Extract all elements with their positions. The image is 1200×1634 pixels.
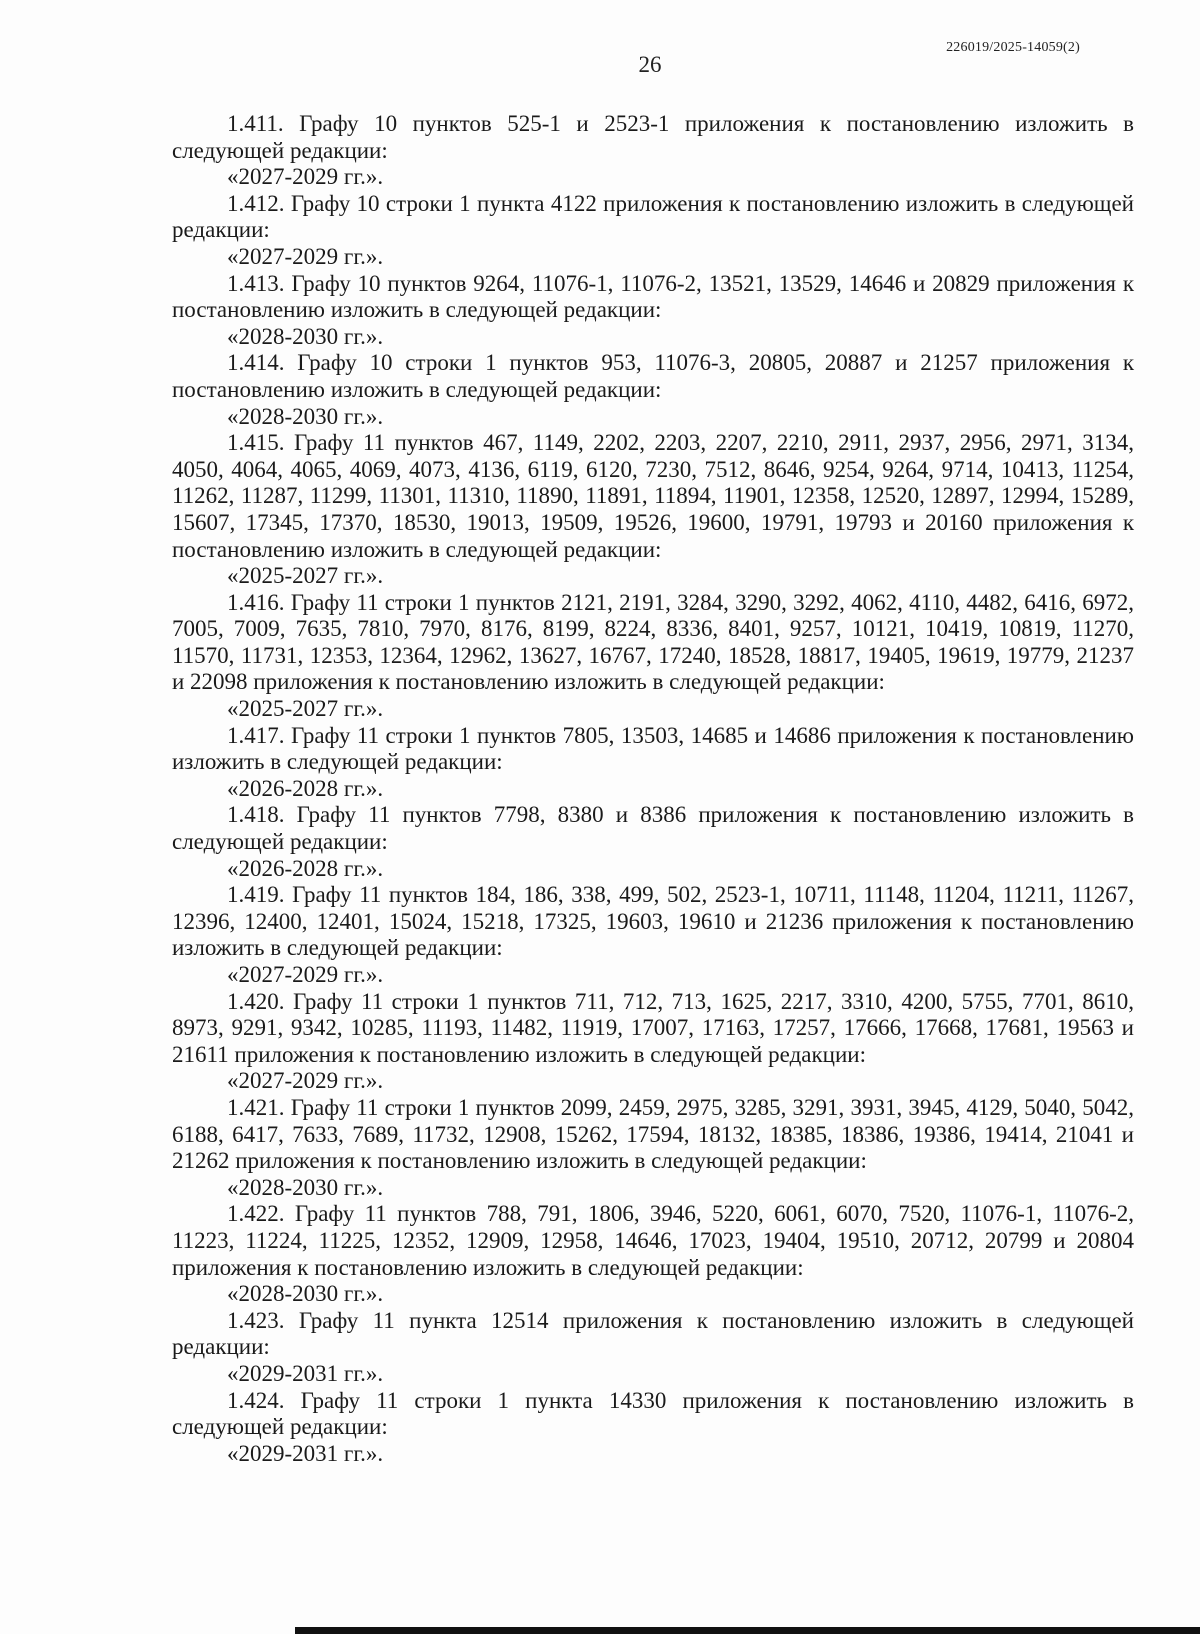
clause-text: 1.416. Графу 11 строки 1 пунктов 2121, 2191, 3284, 3290, 3292, 4062, 4110, 4482, 6416, 6972, 7005, 7009, 7635, 7810, 7970, 8176, 8199, 8224, 8336, 8401, 9257, 10121, 10419, 10819, 11270, 11570, 11731, 12353, 12364, 12962, 13627, 16767, 17240, 18528, 18817, 19405, 19619, 19779, 21237 и 22098 приложения к постановлению изложить в следующей редакции: <box>172 589 1134 695</box>
clause-text: 1.413. Графу 10 пунктов 9264, 11076-1, 11076-2, 13521, 13529, 14646 и 20829 приложения к постановлению изложить в следующей редакции: <box>172 270 1134 323</box>
clause-new-value: «2027-2029 гг.». <box>227 164 384 190</box>
clause-new-value: «2025-2027 гг.». <box>227 563 384 589</box>
page-number: 26 <box>638 52 662 77</box>
clause-1-417 <box>172 723 1134 803</box>
document-id: 226019/2025-14059(2) <box>946 40 1080 55</box>
clause-new-value: «2026-2028 гг.». <box>227 775 384 801</box>
clause-text: 1.412. Графу 10 строки 1 пункта 4122 приложения к постановлению изложить в следующей редакции: <box>172 190 1134 243</box>
clause-1-424 <box>172 1388 1134 1468</box>
clause-1-412 <box>172 191 1134 271</box>
clause-new-value: «2028-2030 гг.». <box>227 1174 384 1200</box>
clause-1-413 <box>172 271 1134 351</box>
scan-edge-line <box>295 1627 1200 1634</box>
clause-new-value: «2027-2029 гг.». <box>227 962 384 987</box>
clause-text: 1.414. Графу 10 строки 1 пунктов 953, 11076-3, 20805, 20887 и 21257 приложения к постановлению изложить в следующей редакции: <box>172 350 1134 402</box>
clause-1-414 <box>172 350 1134 430</box>
clause-text: 1.415. Графу 11 пунктов 467, 1149, 2202, 2203, 2207, 2210, 2911, 2937, 2956, 2971, 3134, 4050, 4064, 4065, 4069, 4073, 4136, 6119, 6120, 7230, 7512, 8646, 9254, 9264, 9714, 10413, 11254, 11262, 11287, 11299, 11301, 11310, 11890, 11891, 11894, 11901, 12358, 12520, 12897, 12994, 15289, 15607, 17345, 17370, 18530, 19013, 19509, 19526, 19600, 19791, 19793 и 20160 приложения к постановлению изложить в следующей редакции: <box>172 430 1134 562</box>
clause-text: 1.418. Графу 11 пунктов 7798, 8380 и 8386 приложения к постановлению изложить в следующей редакции: <box>172 802 1134 855</box>
clause-1-421 <box>172 1095 1134 1201</box>
clause-text: 1.421. Графу 11 строки 1 пунктов 2099, 2459, 2975, 3285, 3291, 3931, 3945, 4129, 5040, 5042, 6188, 6417, 7633, 7689, 11732, 12908, 15262, 17594, 18132, 18385, 18386, 19386, 19414, 21041 и 21262 приложения к постановлению изложить в следующей редакции: <box>172 1094 1134 1174</box>
clause-text: 1.419. Графу 11 пунктов 184, 186, 338, 499, 502, 2523-1, 10711, 11148, 11204, 11211, 11267, 12396, 12400, 12401, 15024, 15218, 17325, 19603, 19610 и 21236 приложения к постановлению изложить в следующей редакции: <box>172 882 1134 961</box>
clause-1-419 <box>172 882 1134 988</box>
clause-new-value: «2027-2029 гг.». <box>227 243 384 269</box>
clause-new-value: «2029-2031 гг.». <box>227 1360 384 1386</box>
clause-text: 1.417. Графу 11 строки 1 пунктов 7805, 13503, 14685 и 14686 приложения к постановлению изложить в следующей редакции: <box>172 722 1134 775</box>
clause-1-415 <box>172 430 1134 590</box>
clause-new-value: «2025-2027 гг.». <box>227 696 384 722</box>
clause-new-value: «2026-2028 гг.». <box>227 855 384 881</box>
clause-text: 1.411. Графу 10 пунктов 525-1 и 2523-1 приложения к постановлению изложить в следующей редакции: <box>172 111 1134 163</box>
clause-1-423 <box>172 1308 1134 1388</box>
clause-1-422 <box>172 1201 1134 1307</box>
document-body <box>172 111 1134 1467</box>
clause-text: 1.424. Графу 11 строки 1 пункта 14330 приложения к постановлению изложить в следующей редакции: <box>172 1387 1134 1440</box>
clause-new-value: «2028-2030 гг.». <box>227 1281 384 1307</box>
clause-new-value: «2028-2030 гг.». <box>227 323 384 349</box>
clause-new-value: «2029-2031 гг.». <box>227 1440 384 1466</box>
clause-new-value: «2028-2030 гг.». <box>227 403 384 429</box>
clause-1-416 <box>172 590 1134 723</box>
clause-text: 1.420. Графу 11 строки 1 пунктов 711, 712, 713, 1625, 2217, 3310, 4200, 5755, 7701, 8610, 8973, 9291, 9342, 10285, 11193, 11482, 11919, 17007, 17163, 17257, 17666, 17668, 17681, 19563 и 21611 приложения к постановлению изложить в следующей редакции: <box>172 988 1134 1067</box>
clause-new-value: «2027-2029 гг.». <box>227 1068 384 1094</box>
clause-1-411 <box>172 111 1134 191</box>
clause-text: 1.422. Графу 11 пунктов 788, 791, 1806, 3946, 5220, 6061, 6070, 7520, 11076-1, 11076-2, 11223, 11224, 11225, 12352, 12909, 12958, 14646, 17023, 19404, 19510, 20712, 20799 и 20804 приложения к постановлению изложить в следующей редакции: <box>172 1201 1134 1280</box>
clause-1-418 <box>172 802 1134 882</box>
clause-text: 1.423. Графу 11 пункта 12514 приложения к постановлению изложить в следующей редакции: <box>172 1307 1134 1360</box>
clause-1-420 <box>172 989 1134 1095</box>
